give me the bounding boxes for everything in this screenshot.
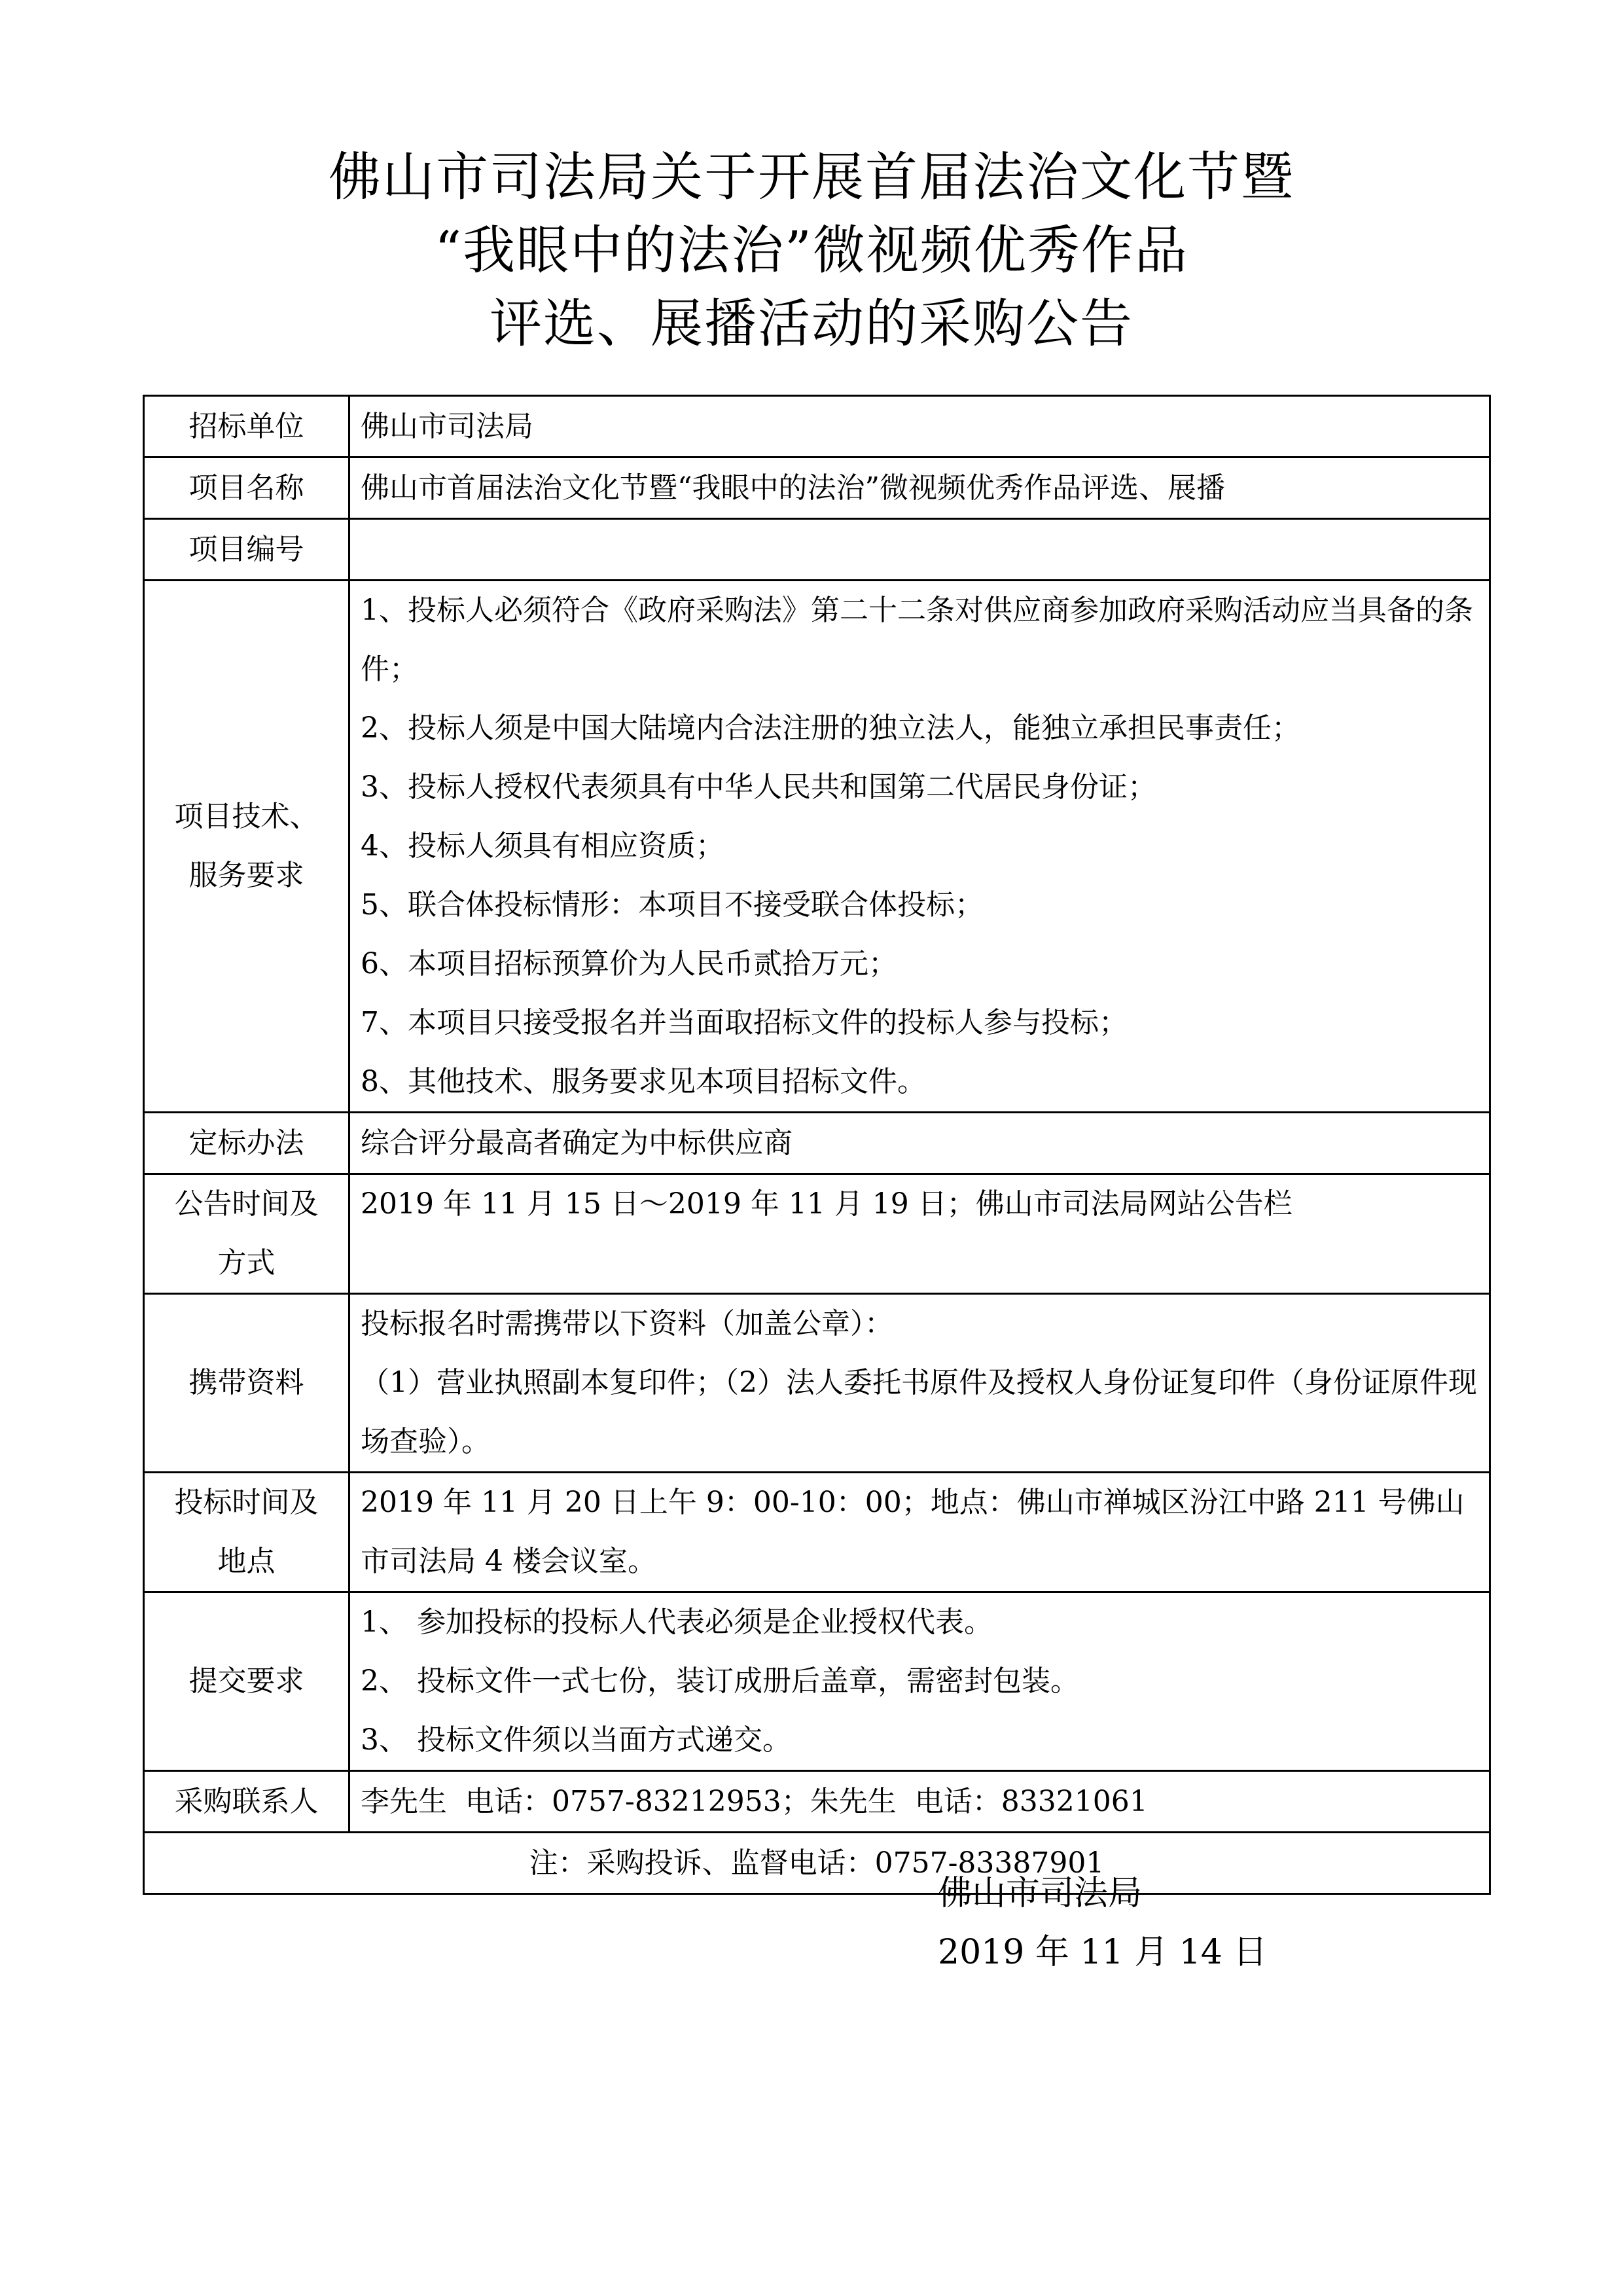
row-note: [144, 1833, 1490, 1894]
row-requirements: [144, 581, 1490, 1113]
row-announcement-time: [144, 1174, 1490, 1294]
label-announcement-line-2: 方式: [217, 1246, 276, 1280]
materials-line: （1）营业执照副本复印件；（2）法人委托书原件及授权人身份证复印件（身份证原件现场查验）。: [361, 1366, 1477, 1458]
document-title: [0, 141, 1623, 361]
label-project-number: 项目编号: [144, 519, 349, 581]
label-bidder: 招标单位: [144, 396, 349, 457]
value-materials: [349, 1294, 1490, 1473]
submission-item: 2、 投标文件一式七份，装订成册后盖章，需密封包装。: [361, 1664, 1079, 1698]
label-requirements-line-2: 服务要求: [188, 859, 304, 892]
row-contact: [144, 1771, 1490, 1833]
complaint-note: 注：采购投诉、监督电话：0757-83387901: [144, 1833, 1490, 1894]
submission-item: 3、 投标文件须以当面方式递交。: [361, 1723, 791, 1757]
requirement-item: 3、投标人授权代表须具有中华人民共和国第二代居民身份证；: [361, 770, 1156, 804]
row-project-number: [144, 519, 1490, 581]
materials-line: 投标报名时需携带以下资料（加盖公章）：: [361, 1307, 893, 1340]
row-project-name: [144, 457, 1490, 519]
requirement-item: 6、本项目招标预算价为人民币贰拾万元；: [361, 947, 897, 980]
label-project-name: 项目名称: [144, 457, 349, 519]
requirement-item: 1、投标人必须符合《政府采购法》第二十二条对供应商参加政府采购活动应当具备的条件；: [361, 594, 1473, 686]
title-line-3: 评选、展播活动的采购公告: [490, 293, 1133, 354]
requirement-item: 2、投标人须是中国大陆境内合法注册的独立法人，能独立承担民事责任；: [361, 711, 1300, 745]
label-bid-time-place: [144, 1473, 349, 1592]
value-submission: [349, 1592, 1490, 1771]
label-announcement-time: [144, 1174, 349, 1294]
value-project-number: [349, 519, 1490, 581]
label-materials: 携带资料: [144, 1294, 349, 1473]
value-announcement-time: 2019 年 11 月 15 日～2019 年 11 月 19 日；佛山市司法局网站公告栏: [349, 1174, 1490, 1294]
requirement-item: 5、联合体投标情形：本项目不接受联合体投标；: [361, 888, 984, 922]
label-announcement-line-1: 公告时间及: [174, 1187, 319, 1221]
label-bid-time-line-2: 地点: [217, 1545, 276, 1578]
label-submission: 提交要求: [144, 1592, 349, 1771]
row-materials: [144, 1294, 1490, 1473]
value-bidder: 佛山市司法局: [349, 396, 1490, 457]
value-project-name: 佛山市首届法治文化节暨“我眼中的法治”微视频优秀作品评选、展播: [349, 457, 1490, 519]
value-bid-time-place: 2019 年 11 月 20 日上午 9：00-10：00；地点：佛山市禅城区汾江中路 211 号佛山市司法局 4 楼会议室。: [349, 1473, 1490, 1592]
label-requirements: [144, 581, 349, 1113]
value-contact: 李先生 电话：0757-83212953；朱先生 电话：83321061: [349, 1771, 1490, 1833]
title-line-1: 佛山市司法局关于开展首届法治文化节暨: [329, 147, 1294, 207]
row-bidder: [144, 396, 1490, 457]
label-bid-time-line-1: 投标时间及: [174, 1486, 319, 1519]
requirement-item: 4、投标人须具有相应资质；: [361, 829, 724, 863]
label-award-method: 定标办法: [144, 1113, 349, 1174]
label-contact: 采购联系人: [144, 1771, 349, 1833]
row-award-method: [144, 1113, 1490, 1174]
requirement-item: 7、本项目只接受报名并当面取招标文件的投标人参与投标；: [361, 1006, 1128, 1039]
announcement-table: [143, 395, 1491, 1895]
row-submission: [144, 1592, 1490, 1771]
value-award-method: 综合评分最高者确定为中标供应商: [349, 1113, 1490, 1174]
label-requirements-line-1: 项目技术、: [174, 800, 319, 833]
requirement-item: 8、其他技术、服务要求见本项目招标文件。: [361, 1065, 926, 1098]
signature-org: 佛山市司法局: [938, 1874, 1143, 1913]
row-bid-time-place: [144, 1473, 1490, 1592]
submission-item: 1、 参加投标的投标人代表必须是企业授权代表。: [361, 1605, 993, 1639]
value-requirements: [349, 581, 1490, 1113]
title-line-2: “我眼中的法治”微视频优秀作品: [435, 220, 1188, 281]
signature-date: 2019 年 11 月 14 日: [938, 1933, 1268, 1972]
